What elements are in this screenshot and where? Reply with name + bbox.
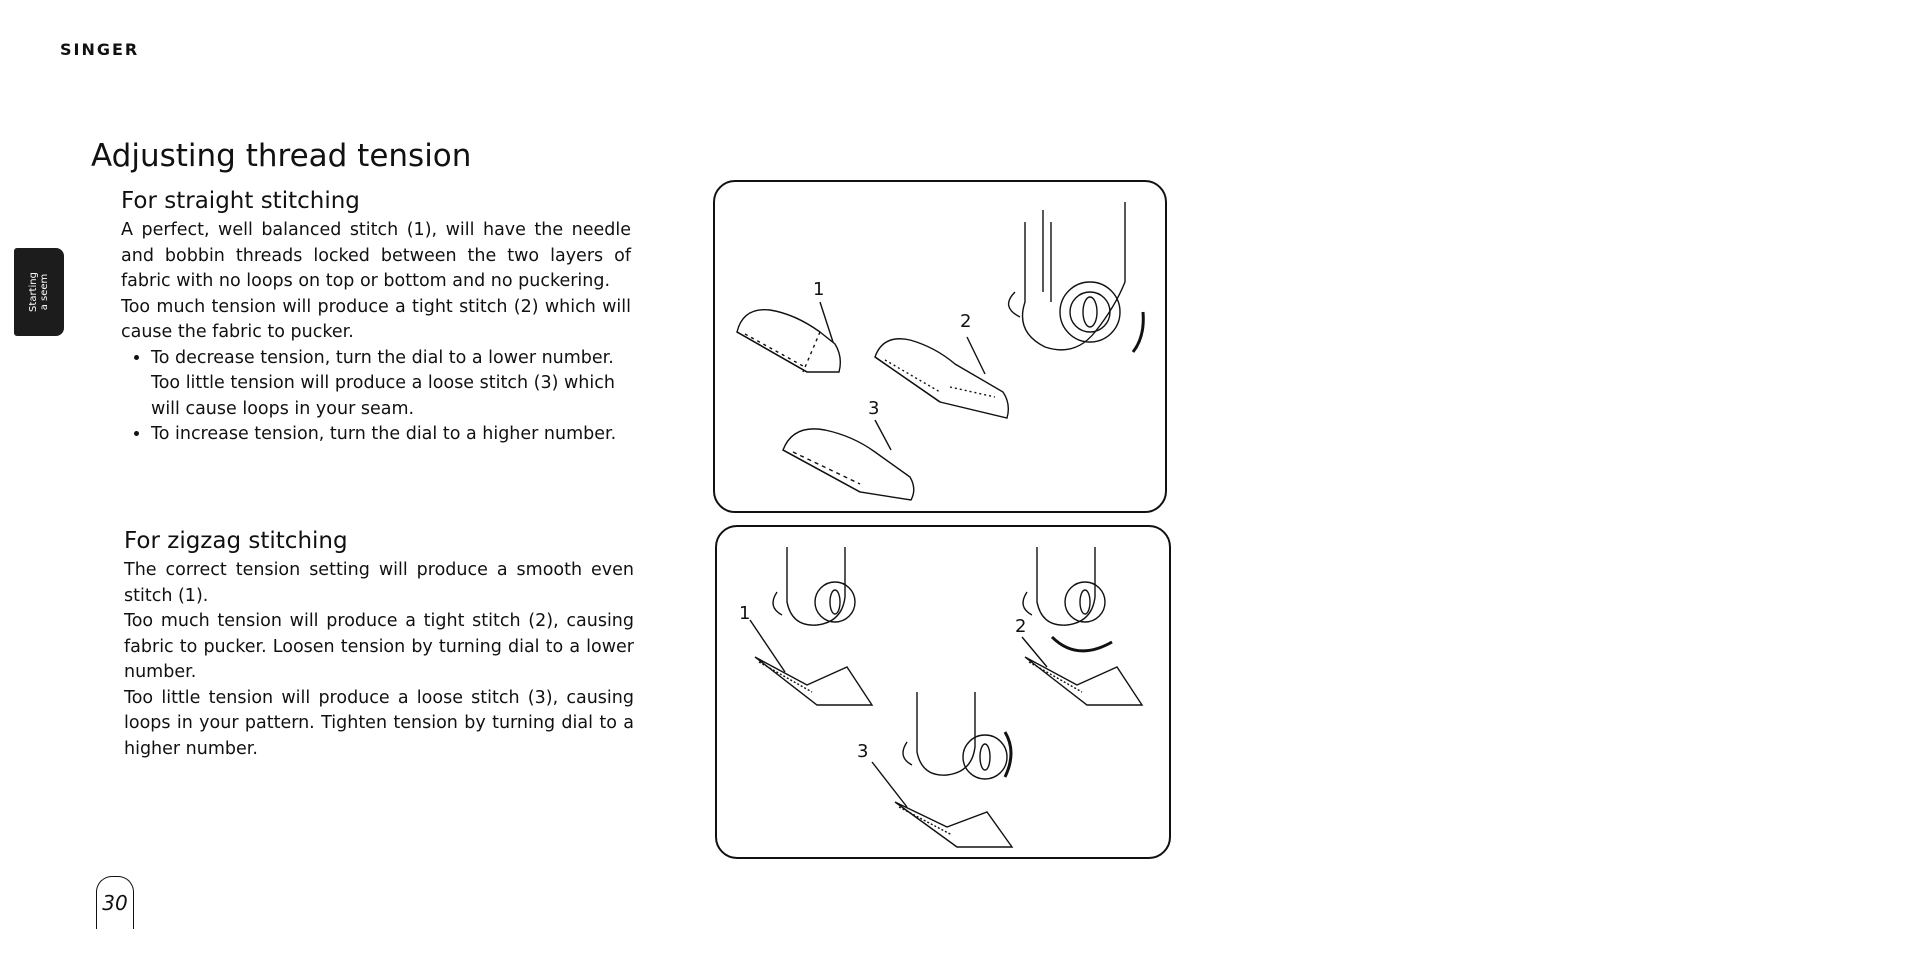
tension-dial-3 (963, 735, 1007, 779)
tension-dial (1060, 282, 1120, 342)
straight-stitch-drawing (715, 182, 1165, 511)
figure2-label-1: 1 (739, 603, 751, 624)
zigzag-para3: Too little tension will produce a loose stitch (3), causing loops in your pattern. Tighten tension by turning dial to a higher number. (124, 687, 634, 759)
section-tab-line1: Starting (28, 272, 39, 312)
list-item: • To increase tension, turn the dial to a higher number. (151, 422, 631, 448)
straight-para1: A perfect, well balanced stitch (1), will have the needle and bobbin threads locked between the two layers of fabric with no loops on top or bottom and no puckering. (121, 220, 631, 291)
machine-head-3 (917, 692, 975, 775)
straight-stitching-section (121, 188, 631, 448)
list-item: • To decrease tension, turn the dial to a lower number. Too little tension will produce a loose stitch (3) which will cause loops in your seam. (151, 346, 631, 423)
straight-para2: Too much tension will produce a tight stitch (2) which will cause the fabric to pucker. (121, 296, 631, 342)
straight-stitching-heading: For straight stitching (121, 188, 360, 214)
figure1-label-3: 3 (868, 398, 880, 419)
figure1-label-2: 2 (960, 311, 972, 332)
brand-logo: SINGER (60, 40, 140, 59)
zigzag-fabric-3 (895, 802, 1012, 847)
zigzag-stitch-illustration (715, 525, 1171, 859)
zigzag-stitch-drawing (717, 527, 1169, 857)
page-number: 30 (102, 891, 128, 915)
page-title: Adjusting thread tension (91, 138, 472, 174)
machine-head (1023, 202, 1126, 350)
straight-bullet-list (121, 346, 631, 448)
figure1-label-1: 1 (813, 279, 825, 300)
zigzag-para1: The correct tension setting will produce a smooth even stitch (1). (124, 560, 634, 606)
figure2-label-2: 2 (1015, 616, 1027, 637)
fabric-sample-2 (875, 339, 1008, 418)
zigzag-stitching-section (124, 528, 634, 762)
section-tab (14, 248, 64, 336)
zigzag-stitching-heading: For zigzag stitching (124, 528, 348, 554)
zigzag-fabric-2 (1025, 657, 1142, 705)
zigzag-para2: Too much tension will produce a tight stitch (2), causing fabric to pucker. Loosen tension by turning dial to a lower number. (124, 611, 634, 682)
zigzag-fabric-1 (755, 657, 872, 705)
figure2-label-3: 3 (857, 741, 869, 762)
section-tab-line2: a seem (39, 273, 50, 311)
fabric-sample-3 (783, 429, 914, 500)
tension-dial-1 (815, 582, 855, 622)
tension-dial-2 (1065, 582, 1105, 622)
page-number-tab (96, 876, 134, 929)
straight-stitch-illustration (713, 180, 1167, 513)
